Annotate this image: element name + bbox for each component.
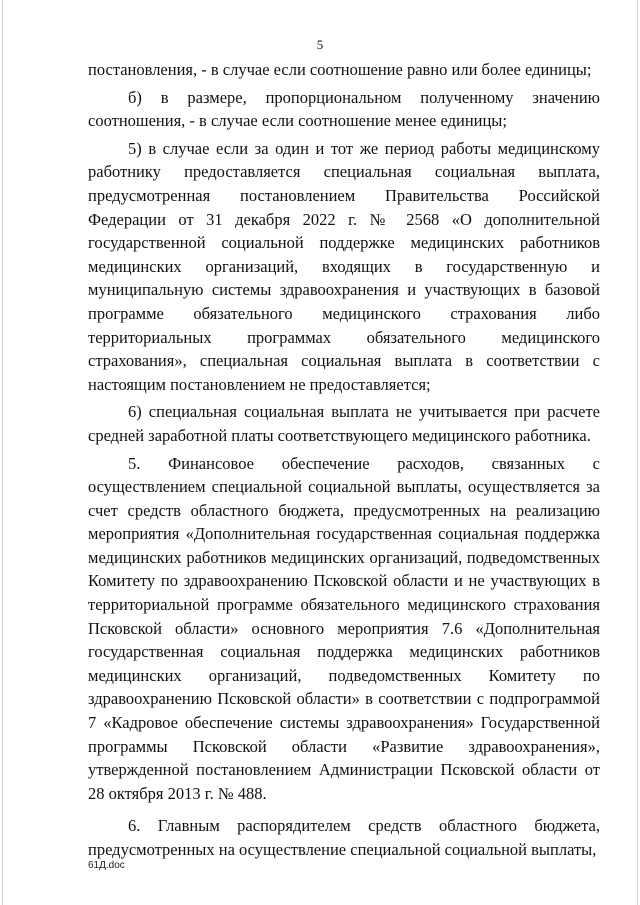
paragraph-item-5: 5) в случае если за один и тот же период работы медицинскому работнику предоставляется специальная социальная выплата, предусмотренная постановлением Правительства Российской Федерации от 31 декабря 2022 г. № 2568 «О дополнительной государственной социальной поддержке медицинских работников медицинских организаций, входящих в государственную и муниципальную системы здравоохранения и участвующих в базовой программе обязательного медицинского страхования либо территориальных программах обязательного медицинского страхования», специальная социальная выплата в соответствии с настоящим постановлением не предоставляется; <box>88 138 600 394</box>
page-number: 5 <box>316 37 324 52</box>
paragraph-clause-5: 5. Финансовое обеспечение расходов, связанных с осуществлением специальной социальной выплаты, осуществляется за счет средств областного бюджета, предусмотренных на реализацию мероприятия «Дополнительная государственная социальная поддержка медицинских работников медицинских организаций, подведомственных Комитету по здравоохранению Псковской области и не участвующих в территориальной программе обязательного медицинского страхования Псковской области» основного мероприятия 7.6 «Дополнительная государственная социальная поддержка медицинских работников медицинских организаций, подведомственных Комитету по здравоохранению Псковской области» в соответствии с подпрограммой 7 «Кадровое обеспечение системы здравоохранения» Государственной программы Псковской области «Развитие здравоохранения», утвержденной постановлением Администрации Псковской области от 28 октября 2013 г. № 488. <box>88 453 600 803</box>
document-body <box>88 58 600 862</box>
page-edge-right <box>637 0 638 905</box>
paragraph-continuation: постановления, - в случае если соотношение равно или более единицы; <box>88 60 592 79</box>
paragraph-clause-6: 6. Главным распорядителем средств областного бюджета, предусмотренных на осуществление специальной социальной выплаты, <box>88 816 600 859</box>
paragraph-subitem-b: б) в размере, пропорциональном полученному значению соотношения, - в случае если соотношение менее единицы; <box>88 87 600 131</box>
page-edge-left <box>2 0 3 905</box>
footer-filename: 61Д.doc <box>88 860 125 871</box>
paragraph-item-6: 6) специальная социальная выплата не учитывается при расчете средней заработной платы соответствующего медицинского работника. <box>88 402 600 445</box>
